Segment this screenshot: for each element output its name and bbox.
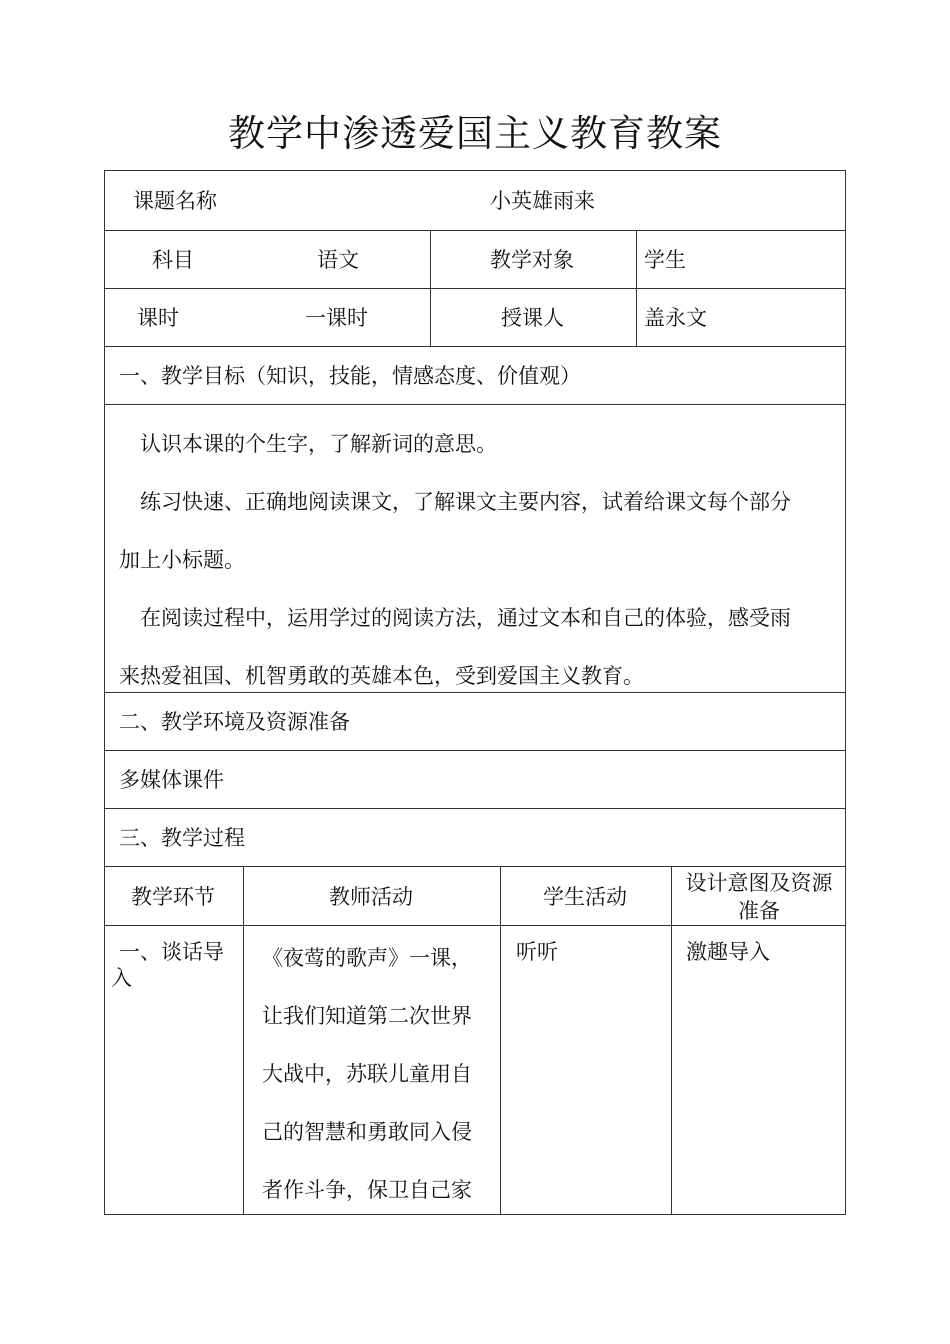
process-heading: 三、教学过程 bbox=[119, 826, 245, 850]
goal-line: 练习快速、正确地阅读课文，了解课文主要内容，试着给课文每个部分 bbox=[140, 490, 791, 514]
column-divider bbox=[500, 866, 501, 1215]
row-divider bbox=[104, 925, 846, 926]
teacher-activity-cell bbox=[262, 929, 492, 1219]
row-divider bbox=[104, 230, 846, 231]
student-activity-cell: 听听 bbox=[516, 940, 558, 964]
header-design-intent-cont: 准备 bbox=[738, 899, 780, 923]
row-divider bbox=[104, 808, 846, 809]
teacher-activity-line: 大战中，苏联儿童用自 bbox=[262, 1062, 472, 1086]
env-value: 多媒体课件 bbox=[119, 768, 224, 792]
hours-value: 一课时 bbox=[305, 306, 368, 330]
column-divider bbox=[430, 230, 431, 346]
hours-label: 课时 bbox=[137, 306, 179, 330]
subject-label: 科目 bbox=[152, 248, 194, 272]
row-divider bbox=[104, 866, 846, 867]
subject-value: 语文 bbox=[317, 248, 359, 272]
column-divider bbox=[636, 230, 637, 346]
teacher-label: 授课人 bbox=[501, 306, 564, 330]
row-divider bbox=[104, 346, 846, 347]
goal-line: 认识本课的个生字，了解新词的意思。 bbox=[140, 432, 497, 456]
page-title: 教学中渗透爱国主义教育教案 bbox=[228, 112, 722, 155]
stage-cell: 一、谈话导 bbox=[119, 940, 224, 964]
audience-value: 学生 bbox=[644, 248, 686, 272]
row-divider bbox=[104, 750, 846, 751]
header-design-intent: 设计意图及资源 bbox=[685, 871, 833, 895]
goal-line: 在阅读过程中，运用学过的阅读方法，通过文本和自己的体验，感受雨 bbox=[140, 606, 791, 630]
topic-label: 课题名称 bbox=[133, 189, 217, 213]
row-divider bbox=[104, 288, 846, 289]
goal-line: 来热爱祖国、机智勇敢的英雄本色，受到爱国主义教育。 bbox=[119, 664, 644, 688]
column-divider bbox=[243, 866, 244, 1215]
goal-line: 加上小标题。 bbox=[119, 548, 245, 572]
topic-value: 小英雄雨来 bbox=[490, 189, 595, 213]
header-student-activity: 学生活动 bbox=[543, 885, 627, 909]
teacher-activity-line: 《夜莺的歌声》一课， bbox=[262, 946, 472, 970]
teacher-activity-line: 己的智慧和勇敢同入侵 bbox=[262, 1120, 472, 1144]
design-intent-cell: 激趣导入 bbox=[686, 940, 770, 964]
env-heading: 二、教学环境及资源准备 bbox=[119, 710, 350, 734]
teacher-value: 盖永文 bbox=[644, 306, 707, 330]
goals-text bbox=[119, 415, 839, 705]
teacher-activity-line: 让我们知道第二次世界 bbox=[262, 1004, 472, 1028]
stage-cell-cont: 入 bbox=[111, 966, 132, 990]
audience-label: 教学对象 bbox=[490, 248, 574, 272]
teacher-activity-line: 者作斗争，保卫自己家 bbox=[262, 1178, 472, 1202]
header-teacher-activity: 教师活动 bbox=[329, 885, 413, 909]
goals-heading: 一、教学目标（知识，技能，情感态度、价值观） bbox=[119, 364, 581, 388]
header-stage: 教学环节 bbox=[131, 885, 215, 909]
row-divider bbox=[104, 404, 846, 405]
